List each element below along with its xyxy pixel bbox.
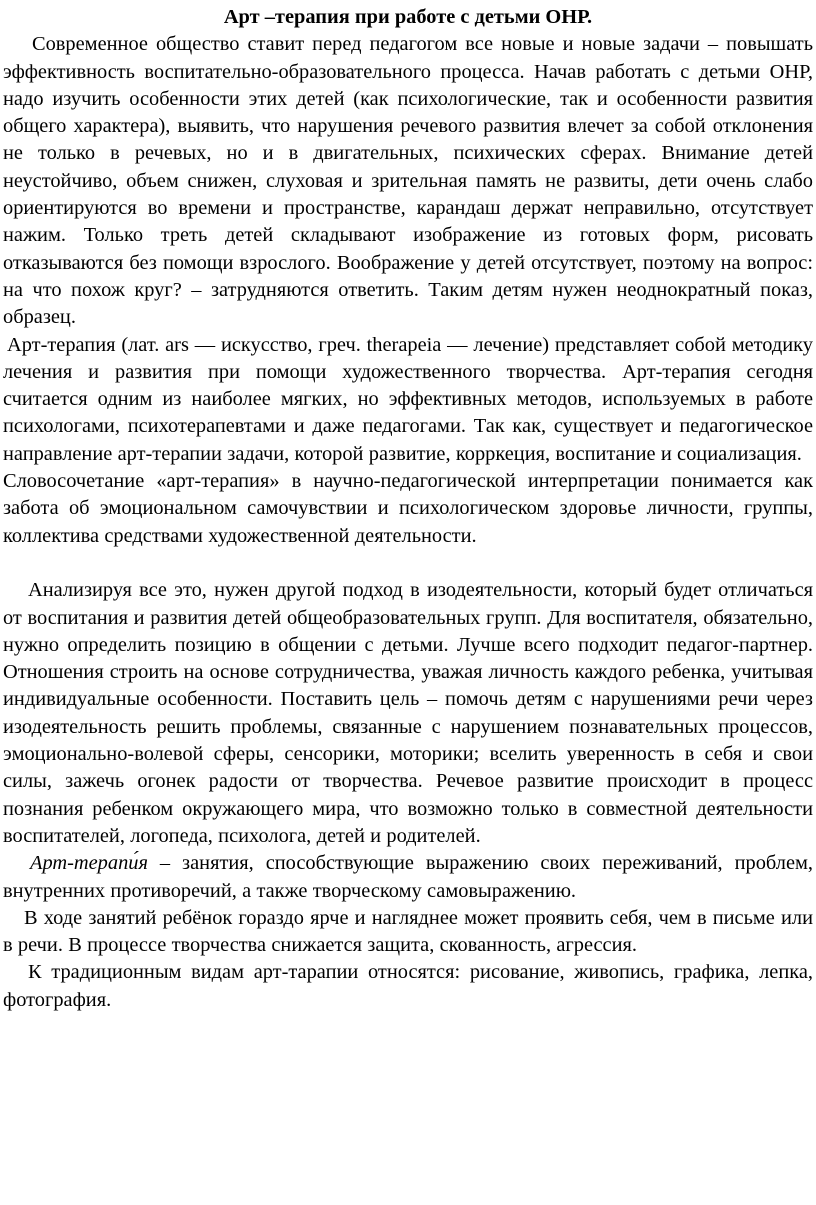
document-title: Арт –терапия при работе с детьми ОНР. bbox=[223, 6, 593, 28]
term-description: – занятия, способствующие выражению своих переживаний, проблем, внутренних противоречий, а также творческому самовыражению. bbox=[3, 852, 813, 902]
paragraph-intro: Современное общество ставит перед педагогом все новые и новые задачи – повышать эффективность воспитательно-образовательного процесса. Начав работать с детьми ОНР, надо изучить особенности этих детей (как психологические, так и особенности развития общего характера), выявить, что нарушения речевого развития влечет за собой отклонения не только в речевых, но и в двигательных, психических сферах. Внимание детей неустойчиво, объем снижен, слуховая и зрительная память не развиты, дети очень слабо ориентируются во времени и пространстве, карандаш держат неправильно, отсутствует нажим. Только треть детей складывают изображение из готовых форм, рисовать отказываются без помощи взрослого. Воображение у детей отсутствует, поэтому на вопрос: на что похож круг? – затрудняются ответить. Таким детям нужен неоднократный показ, образец. bbox=[3, 33, 813, 329]
term-italic: Арт-терапи́я bbox=[30, 852, 148, 875]
paragraph-phrase-interpretation: Словосочетание «арт-терапия» в научно-педагогической интерпретации понимается как забота об эмоциональном самочувствии и психологическом здоровье личности, группы, коллектива средствами художественной деятельности. bbox=[3, 470, 813, 547]
paragraph-traditional-types: К традиционным видам арт-тарапии относятся: рисование, живопись, графика, лепка, фотография. bbox=[3, 961, 813, 1011]
paragraph-spacer bbox=[3, 550, 813, 577]
paragraph-art-therapy-definition: Арт-терапия (лат. ars — искусство, греч. therapeia — лечение) представляет собой методику лечения и развития при помощи художественного творчества. Арт-терапия сегодня считается одним из наиболее мягких, но эффективных методов, используемых в работе психологами, психотерапевтами и даже педагогами. Так как, существует и педагогическое направление арт-терапии задачи, которой развитие, корркеция, воспитание и социализация. bbox=[3, 333, 813, 465]
paragraph-approach: Анализируя все это, нужен другой подход в изодеятельности, который будет отличаться от воспитания и развития детей общеобразовательных групп. Для воспитателя, обязательно, нужно определить позицию в общении с детьми. Лучше всего подходит педагог-партнер. Отношения строить на основе сотрудничества, уважая личность каждого ребенка, учитывая индивидуальные особенности. Поставить цель – помочь детям с нарушениями речи через изодеятельность решить проблемы, связанные с нарушением познавательных процессов, эмоционально-волевой сферы, сенсорики, моторики; вселить уверенность в себя и свои силы, зажечь огонек радости от творчества. Речевое развитие происходит в процесс познания ребенком окружающего мира, что возможно только в совместной деятельности воспитателей, логопеда, психолога, детей и родителей. bbox=[3, 579, 813, 847]
paragraph-self-expression: В ходе занятий ребёнок гораздо ярче и нагляднее может проявить себя, чем в письме или в речи. В процессе творчества снижается защита, скованность, агрессия. bbox=[3, 906, 813, 957]
paragraph-term-definition bbox=[3, 850, 813, 905]
